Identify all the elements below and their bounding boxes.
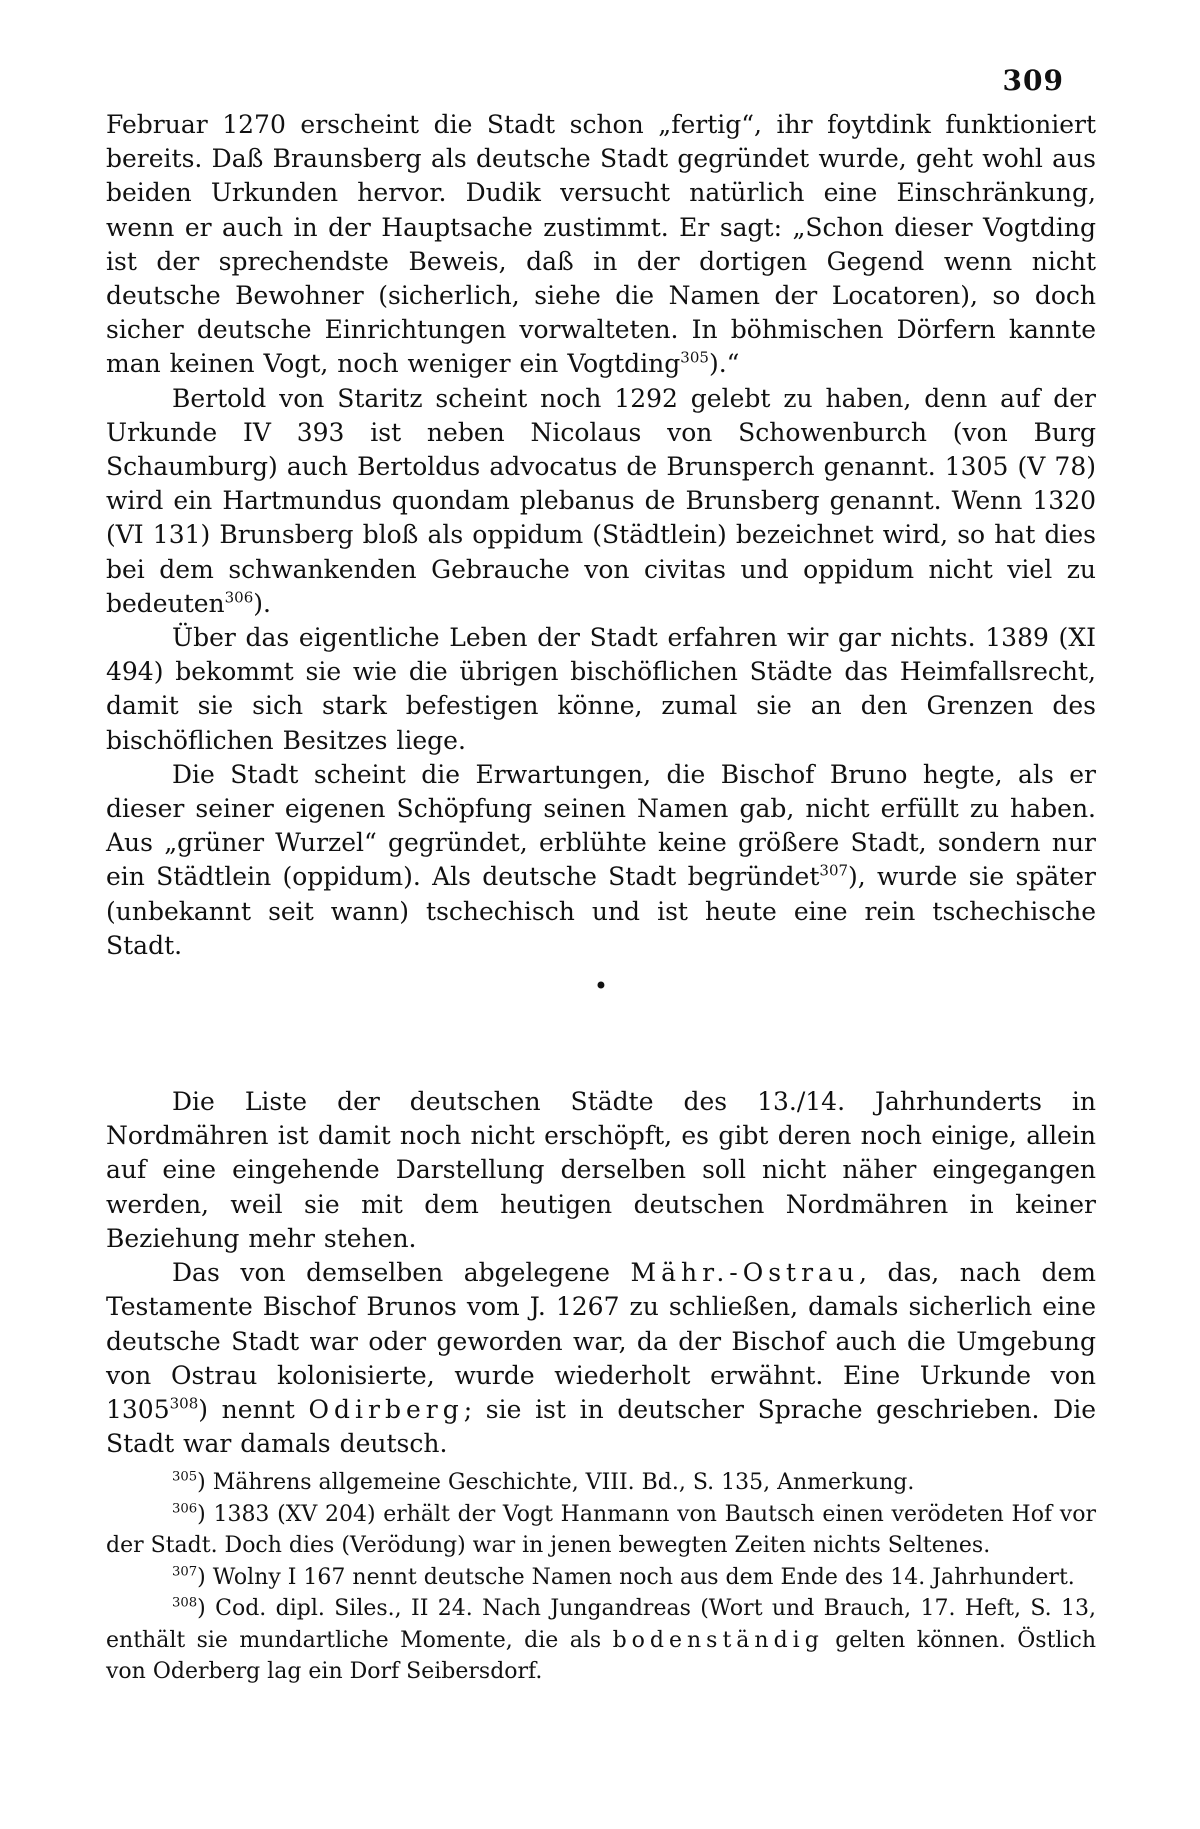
footnotes bbox=[106, 1467, 1096, 1688]
footnote-text: ) 1383 (XV 204) erhält der Vogt Hanmann von Bautsch einen verödeten Hof vor der Stadt. Doch dies (Verödung) war in jenen bewegten Zeiten nichts Seltenes. bbox=[106, 1501, 1096, 1559]
paragraph-text: wurde sie später (unbekannt seit wann) tschechisch und ist heute eine rein tschechische Stadt. bbox=[106, 862, 1097, 960]
paragraph-text: Bertold von Staritz scheint noch 1292 gelebt zu haben, denn auf der Urkunde IV 393 ist neben Nicolaus von Schowenburch (von Burg Schaumburg) auch Bertoldus advocatus de Brunsperch genannt. 1305 (V 78) wird ein Hartmundus quondam plebanus de Brunsberg genannt. Wenn 1320 (VI 131) Brunsberg bloß als oppidum (Städtlein) bezeichnet wird, so hat dies bei dem schwankenden Gebrauche von civitas und oppidum nicht viel zu bedeuten bbox=[106, 383, 1096, 618]
paragraph-text: Februar 1270 erscheint die Stadt schon „fertig“, ihr foytdink funktioniert bereits. Daß Braunsberg als deutsche Stadt gegründet wurde, geht wohl aus beiden Urkunden hervor. Dudik versucht natürlich eine Einschränkung, wenn er auch in der Hauptsache zustimmt. Er sagt: „Schon dieser Vogtding ist der sprechendste Beweis, daß in der dortigen Gegend wenn nicht deutsche Bewohner (sicherlich, siehe die Namen der Locatoren), so doch sicher deutsche Einrichtungen vorwalteten. In böhmischen Dörfern kannte man keinen Vogt, noch weniger ein Vogtding bbox=[106, 110, 1096, 379]
footnote-text: gelten können. Östlich von Oderberg lag ein Dorf Seibersdorf. bbox=[106, 1627, 1096, 1685]
paragraph-3: Über das eigentliche Leben der Stadt erfahren wir gar nichts. 1389 (XI 494) bekommt sie wie die übrigen bischöflichen Städte das Heimfallsrecht, damit sie sich stark befestigen könne, zumal sie an den Grenzen des bischöflichen Besitzes liege. bbox=[106, 623, 1096, 755]
paragraph-1 bbox=[106, 108, 1096, 382]
paragraph-2 bbox=[106, 382, 1096, 621]
paragraph-text: , das, nach dem Testamente Bischof Brunos vom J. 1267 zu schließen, damals sicherlich eine deutsche Stadt war oder geworden war, da der Bischof auch die Umgebung von Ostrau kolonisierte, wurde wiederholt erwähnt. Eine Urkunde von 1305 bbox=[106, 1258, 1096, 1424]
footnote-308 bbox=[106, 1593, 1096, 1688]
paragraph-text: ), bbox=[848, 862, 866, 892]
footnote-307 bbox=[106, 1562, 1096, 1594]
footnote-number: 308 bbox=[172, 1595, 198, 1611]
paragraph-text: Das von demselben abgelegene bbox=[172, 1258, 610, 1288]
paragraph-6 bbox=[106, 1256, 1096, 1461]
paragraph-text: ; sie ist in deutscher Sprache geschrieben. Die Stadt war damals deutsch. bbox=[106, 1394, 1096, 1459]
place-name-maehr-ostrau: Mähr.-Ostrau bbox=[630, 1258, 860, 1288]
footnote-text: ) Cod. dipl. Siles., II 24. Nach Jungandreas (Wort und Brauch, 17. Heft, S. 13, enthält sie mundartliche Momente, die als bbox=[106, 1596, 1096, 1653]
body-text bbox=[106, 108, 1096, 1688]
footnote-emphasis: bodenständig bbox=[612, 1627, 824, 1653]
footnote-ref-307[interactable]: 307 bbox=[819, 862, 849, 881]
footnote-ref-305[interactable]: 305 bbox=[680, 349, 709, 368]
paragraph-text: Die Stadt scheint die Erwartungen, die Bischof Bruno hegte, als er dieser seiner eigenen Schöpfung seinen Namen gab, nicht erfüllt zu haben. Aus „grüner Wurzel“ gegründet, erblühte keine größere Stadt, sondern nur ein Städtlein (oppidum). Als deutsche Stadt begründet bbox=[106, 759, 1096, 892]
footnote-ref-306[interactable]: 306 bbox=[224, 588, 254, 607]
page-number: 309 bbox=[1002, 64, 1064, 97]
place-name-odirberg: Odirberg bbox=[308, 1394, 464, 1424]
footnote-text: ) Wolny I 167 nennt deutsche Namen noch aus dem Ende des 14. Jahrhundert. bbox=[197, 1564, 1075, 1590]
paragraph-4 bbox=[106, 758, 1096, 963]
footnote-306 bbox=[106, 1499, 1096, 1562]
footnote-number: 305 bbox=[172, 1469, 198, 1485]
footnote-ref-308[interactable]: 308 bbox=[169, 1394, 199, 1413]
section-separator: • bbox=[593, 972, 609, 1001]
footnote-number: 307 bbox=[172, 1564, 198, 1580]
paragraph-text: ) nennt bbox=[198, 1394, 295, 1424]
footnote-number: 306 bbox=[172, 1501, 198, 1517]
footnote-305 bbox=[106, 1467, 1096, 1499]
paragraph-text: ). bbox=[253, 588, 271, 618]
paragraph-text: ).“ bbox=[708, 349, 740, 379]
footnote-text: ) Mährens allgemeine Geschichte, VIII. Bd., S. 135, Anmerkung. bbox=[197, 1470, 915, 1496]
paragraph-5: Die Liste der deutschen Städte des 13./14. Jahrhunderts in Nordmähren ist damit noch nicht erschöpft, es gibt deren noch einige, allein auf eine eingehende Darstellung derselben soll nicht näher eingegangen werden, weil sie mit dem heutigen deutschen Nordmähren in keiner Beziehung mehr stehen. bbox=[106, 1087, 1096, 1253]
